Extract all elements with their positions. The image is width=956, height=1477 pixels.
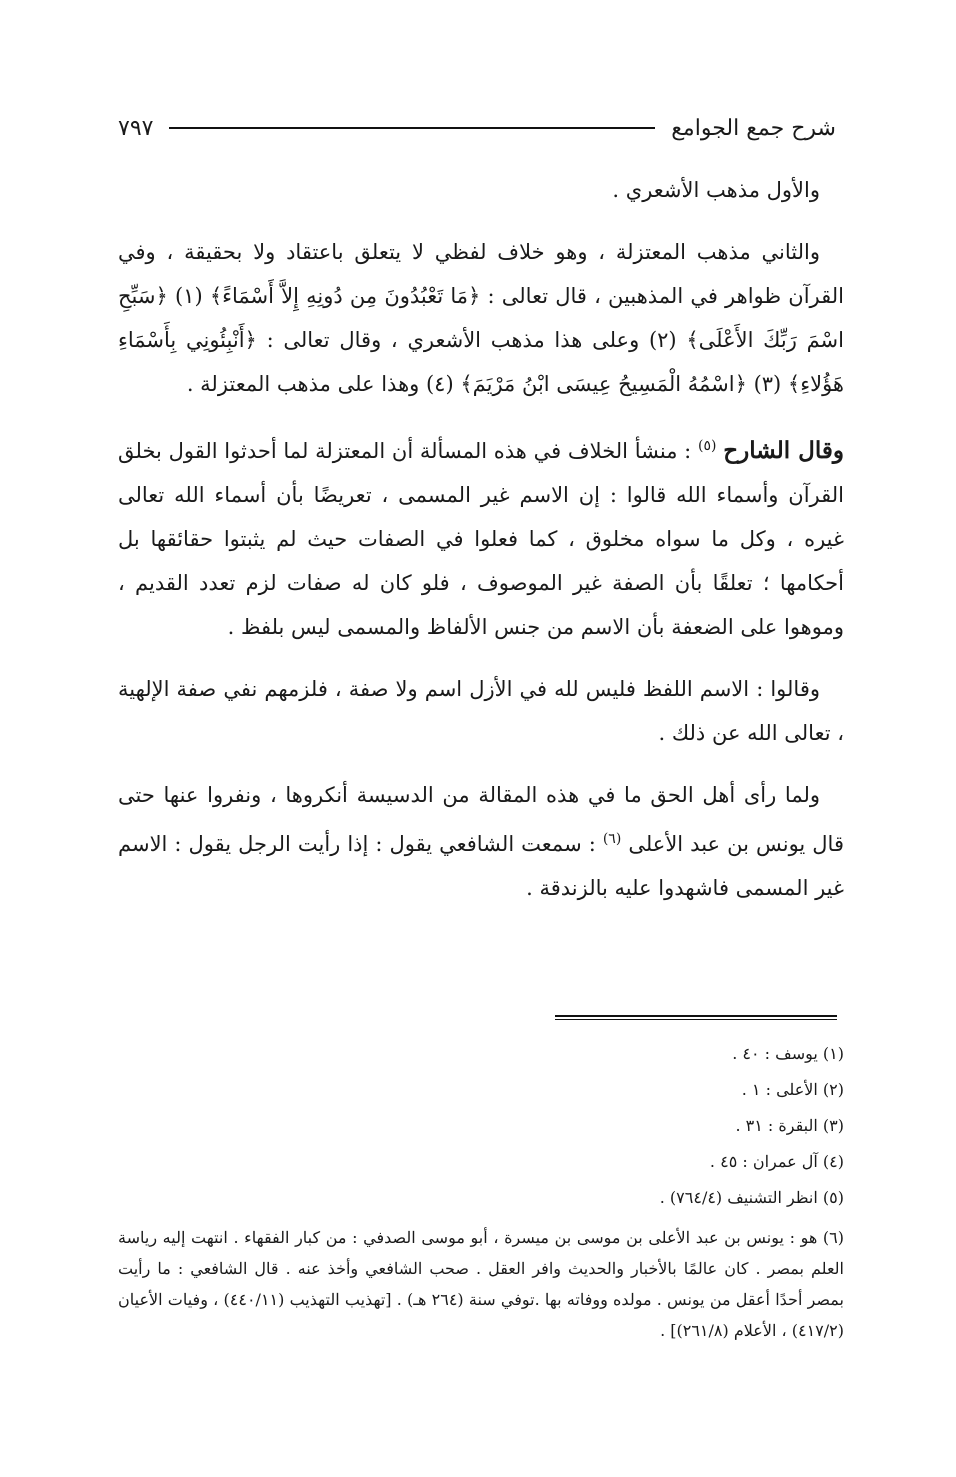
paragraph-5-text-a: ولما رأى أهل الحق ما في هذه المقالة من الدسيسة أنكروها ، ونفروا عنها حتى قال يونس بن عبد الأعلى bbox=[118, 783, 844, 856]
footnote-2: (٢) الأعلى : ١ . bbox=[741, 1080, 844, 1099]
paragraph-2: والثاني مذهب المعتزلة ، وهو خلاف لفظي لا يتعلق باعتقاد ولا بحقيقة ، وفي القرآن ظواهر في المذهبين ، قال تعالى : ﴿مَا تَعْبُدُونَ مِن دُونِهِ إِلاَّ أَسْمَاءً﴾ (١) ﴿سَبِّحِ اسْمَ رَبِّكَ الأَعْلَى﴾ (٢) وعلى هذا مذهب الأشعري ، وقال تعالى : ﴿أَنْبِئُونِي بِأَسْمَاءِ هَؤُلاءِ﴾ (٣) ﴿اسْمُهُ الْمَسِيحُ عِيسَى ابْنُ مَرْيَمَ﴾ (٤) وهذا على مذهب المعتزلة . bbox=[118, 240, 844, 396]
main-text bbox=[118, 168, 844, 928]
footnote-ref-6: (٦) bbox=[602, 831, 622, 847]
page-number: ٧٩٧ bbox=[118, 115, 154, 141]
paragraph-5 bbox=[118, 773, 844, 910]
book-title: شرح جمع الجوامع bbox=[671, 115, 836, 141]
footnote-1: (١) يوسف : ٤٠ . bbox=[732, 1044, 844, 1063]
paragraph-1: والأول مذهب الأشعري . bbox=[612, 178, 820, 202]
footnote-separator bbox=[555, 1015, 837, 1020]
paragraph-3-text: : منشأ الخلاف في هذه المسألة أن المعتزلة لما أحدثوا القول بخلق القرآن وأسماء الله قالوا : إن الاسم غير المسمى ، تعريضًا بأن أسماء الله تعالى غيره ، وكل ما سواه مخلوق ، كما فعلوا في الصفات حيث لم يثبتوا حقائقها بل أحكامها ؛ تعلقًا بأن الصفة غير الموصوف ، فلو كان له صفات لزم تعدد القديم ، وموهوا على الضعفة بأن الاسم من جنس الألفاظ والمسمى ليس بلفظ . bbox=[118, 439, 844, 639]
footnotes bbox=[118, 1036, 844, 1346]
footnote-6: (٦) هو : يونس بن عبد الأعلى بن موسى بن ميسرة ، أبو موسى الصدفي : من كبار الفقهاء . انتهت إليه رياسة العلم بمصر . كان عالمًا بالأخبار والحديث وافر العقل . صحب الشافعي وأخذ عنه . قال الشافعي : ما رأيت بمصر أحدًا أعقل من يونس . مولده ووفاته بها .توفي سنة (٢٦٤ هـ) . [تهذيب التهذيب (٤٤٠/١١) ، وفيات الأعيان (٤١٧/٢) ، الأعلام (٢٦١/٨)] . bbox=[118, 1228, 845, 1340]
paragraph-5-text-b: : سمعت الشافعي يقول : إذا رأيت الرجل يقول : الاسم غير المسمى فاشهدوا عليه بالزندقة . bbox=[118, 832, 844, 900]
running-header bbox=[118, 108, 836, 148]
paragraph-4: وقالوا : الاسم اللفظ فليس لله في الأزل اسم ولا صفة ، فلزمهم نفي صفة الإلهية ، تعالى الله عن ذلك . bbox=[118, 677, 844, 745]
footnote-3: (٣) البقرة : ٣١ . bbox=[735, 1116, 844, 1135]
header-rule bbox=[169, 127, 655, 129]
footnote-5: (٥) انظر التشنيف (٧٦٤/٤) . bbox=[659, 1188, 844, 1207]
footnote-ref-5: (٥) bbox=[698, 438, 717, 454]
commentator-heading: وقال الشارح bbox=[723, 437, 844, 464]
footnote-4: (٤) آل عمران : ٤٥ . bbox=[709, 1152, 844, 1171]
paragraph-3 bbox=[118, 424, 844, 649]
